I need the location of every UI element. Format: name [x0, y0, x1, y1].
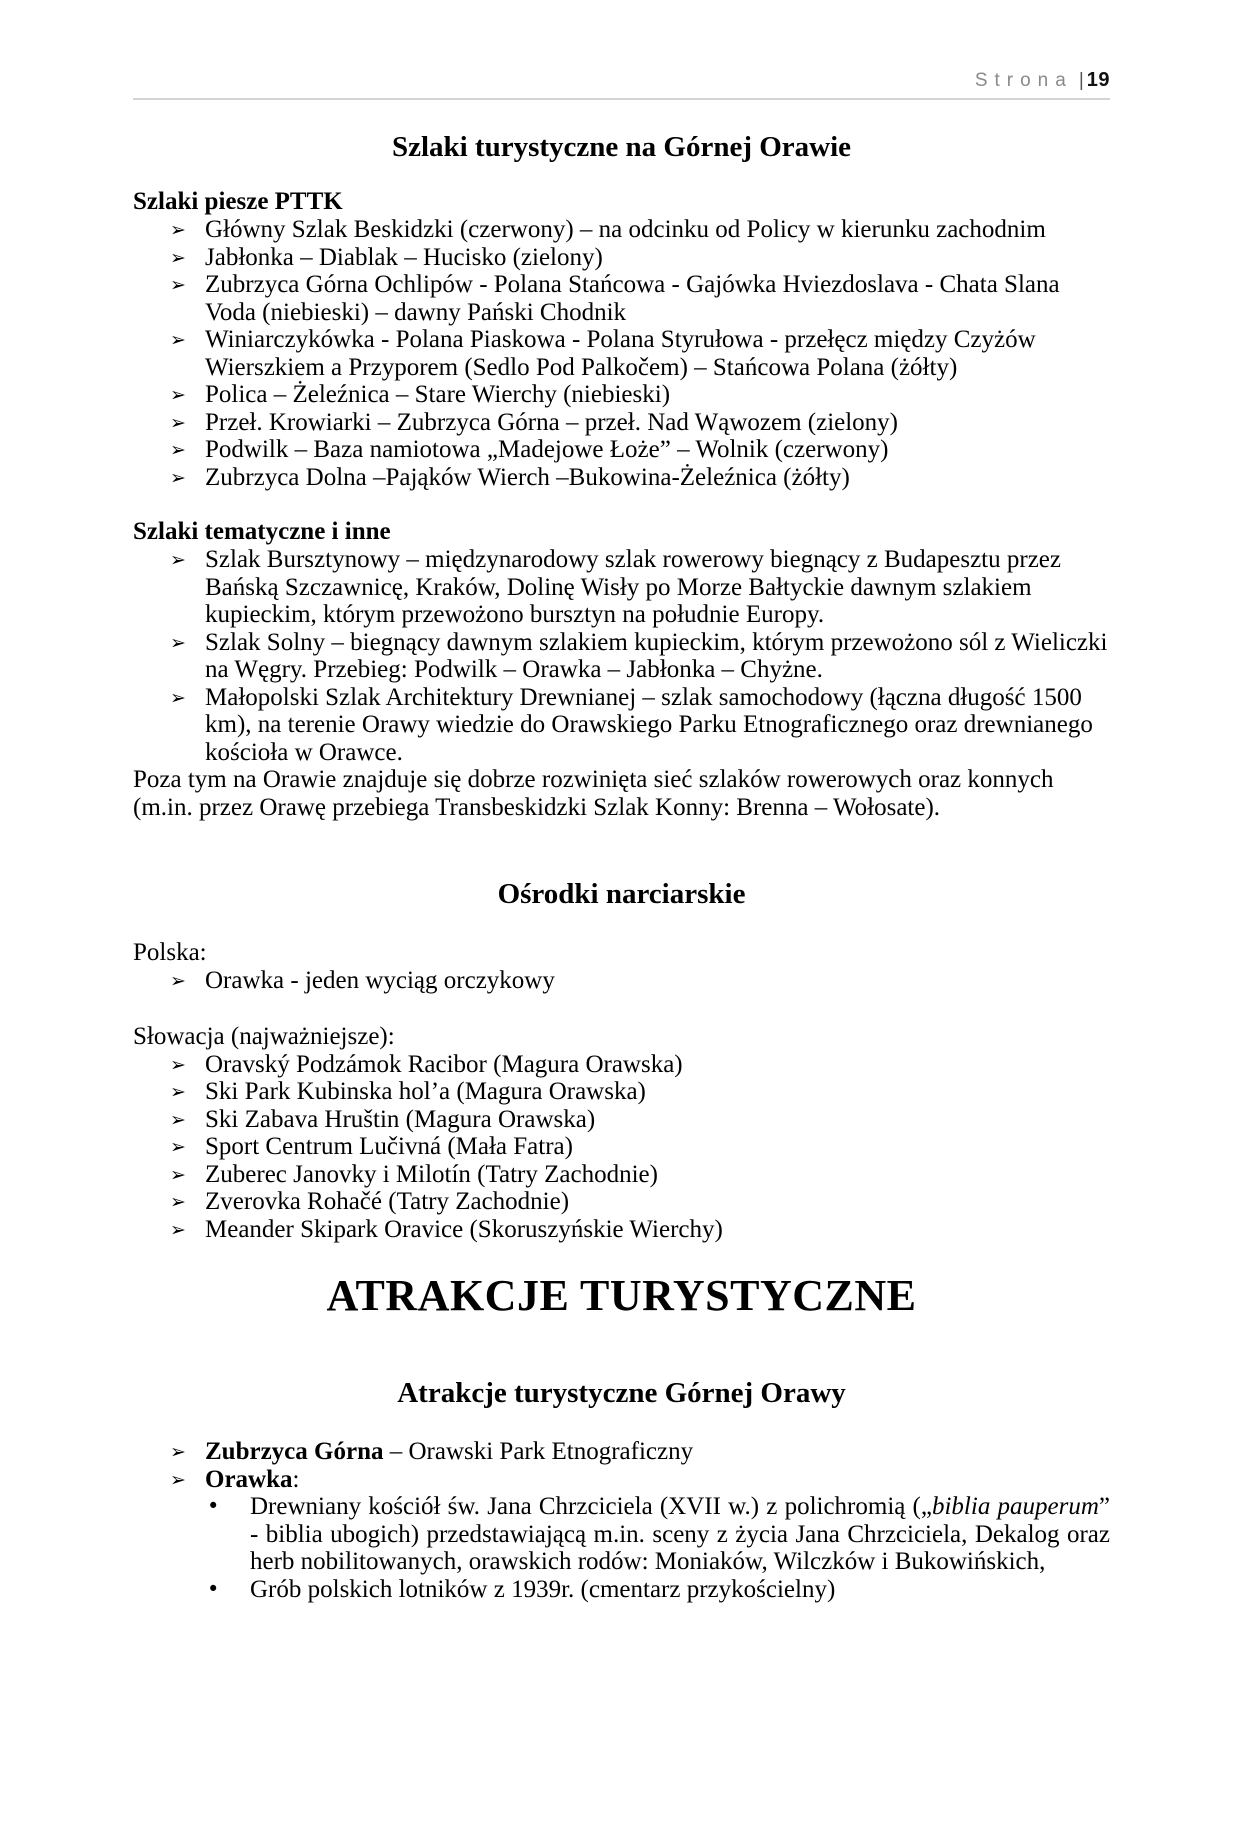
trail-item-text: Zubrzyca Dolna –Pająków Wierch –Bukowina-Żeleźnica (żółty) [205, 463, 850, 491]
trail-item [133, 546, 1110, 629]
detail-text-post: ” - biblia ubogich) przedstawiającą m.in. sceny z życia Jana Chrzciciela, Dekalog oraz herb nobilitowanych, orawskich rodów: Moniaków, Wilczków i Bukowińskich, [250, 1493, 1110, 1575]
trail-item-text: Małopolski Szlak Architektury Drewnianej – szlak samochodowy (łączna długość 1500 km), na terenie Orawy wiedzie do Orawskiego Parku Etnograficznego oraz drewnianego kościoła w Orawce. [205, 683, 1093, 766]
closing-paragraph: Poza tym na Orawie znajduje się dobrze rozwinięta sieć szlaków rowerowych oraz konnych (m.in. przez Orawę przebiega Transbeskidzki Szlak Konny: Brenna – Wołosate). [133, 766, 1054, 821]
detail-text-pre: Drewniany kościół św. Jana Chrzciciela (XVII w.) z polichromią („ [250, 1493, 932, 1520]
trail-item [133, 464, 1110, 492]
arrow-bullet-icon: ➢ [170, 1108, 186, 1131]
arrow-bullet-icon: ➢ [170, 384, 186, 406]
ski-resort-item [133, 1216, 1110, 1244]
arrow-bullet-icon: ➢ [170, 274, 186, 296]
trail-item [133, 216, 1110, 244]
page-header [133, 68, 1110, 93]
ski-resort-item [133, 1051, 1110, 1079]
arrow-bullet-icon: ➢ [170, 411, 186, 434]
doc-title-attractions-main: ATRAKCJE TURYSTYCZNE [326, 1271, 917, 1320]
trail-item [133, 244, 1110, 272]
arrow-bullet-icon: ➢ [170, 1191, 186, 1213]
arrow-bullet-icon: ➢ [170, 1053, 186, 1076]
trail-item-text: Polica – Żeleźnica – Stare Wierchy (niebieski) [205, 381, 671, 408]
thematic-trail-list [133, 546, 1110, 766]
attraction-rest: : [292, 1465, 300, 1493]
ski-resort-text: Zuberec Janovky i Milotín (Tatry Zachodnie) [205, 1160, 658, 1188]
ski-resort-item [133, 1133, 1110, 1161]
arrow-bullet-icon: ➢ [170, 970, 186, 992]
arrow-bullet-icon: ➢ [170, 549, 186, 571]
arrow-bullet-icon: ➢ [170, 466, 186, 489]
detail-text-pre: Grób polskich lotników z 1939r. (cmentarz przykościelny) [250, 1575, 836, 1603]
doc-title-attractions-sub: Atrakcje turystyczne Górnej Orawy [397, 1377, 846, 1409]
trail-item [133, 271, 1110, 326]
trail-item-text: Szlak Solny – biegnący dawnym szlakiem kupieckim, którym przewożono sól z Wieliczki na Węgry. Przebieg: Podwilk – Orawka – Jabłonka – Chyżne. [205, 628, 1108, 683]
arrow-bullet-icon: ➢ [170, 219, 186, 241]
orawka-detail-list [133, 1493, 1110, 1603]
doc-title-ski: Ośrodki narciarskie [497, 878, 746, 910]
attractions-list [133, 1438, 1110, 1493]
pttk-trail-list [133, 216, 1110, 491]
trail-item [133, 436, 1110, 464]
arrow-bullet-icon: ➢ [170, 631, 186, 654]
trail-item [133, 381, 1110, 409]
arrow-bullet-icon: ➢ [170, 1468, 186, 1491]
detail-item [133, 1576, 1110, 1604]
trail-item-text: Szlak Bursztynowy – międzynarodowy szlak rowerowy biegnący z Budapesztu przez Bańską Szczawnicę, Kraków, Dolinę Wisły po Morze Bałtyckie dawnym szlakiem kupieckim, którym przewożono bursztyn na południe Europy. [205, 546, 1061, 628]
trail-item-text: Podwilk – Baza namiotowa „Madejowe Łoże” – Wolnik (czerwony) [205, 436, 889, 463]
ski-resort-text: Ski Zabava Hruštin (Magura Orawska) [205, 1105, 596, 1133]
arrow-bullet-icon: ➢ [170, 686, 186, 709]
ski-resort-text: Orawka - jeden wyciąg orczykowy [205, 967, 555, 994]
ski-resort-item [133, 967, 1110, 995]
detail-text-italic: biblia pauperum [931, 1493, 1099, 1520]
arrow-bullet-icon: ➢ [170, 1218, 186, 1241]
poland-ski-list [133, 967, 1110, 995]
ski-resort-item [133, 1161, 1110, 1189]
heading-thematic: Szlaki tematyczne i inne [133, 518, 391, 545]
ski-resort-item [133, 1106, 1110, 1134]
attraction-rest: – Orawski Park Etnograficzny [383, 1438, 694, 1465]
attraction-lead: Zubrzyca Górna [205, 1438, 384, 1465]
arrow-bullet-icon: ➢ [170, 329, 186, 351]
heading-pttk: Szlaki piesze PTTK [133, 188, 343, 215]
arrow-bullet-icon: ➢ [170, 1136, 186, 1158]
attraction-lead: Orawka [205, 1465, 293, 1493]
trail-item [133, 326, 1110, 381]
trail-item [133, 409, 1110, 437]
page-number: 19 [1086, 69, 1110, 91]
ski-resort-item [133, 1078, 1110, 1106]
attraction-item [133, 1438, 1110, 1466]
trail-item-text: Winiarczykówka - Polana Piaskowa - Polana Styrułowa - przełęcz między Czyżów Wierszkiem a Przyporem (Sedlo Pod Palkočem) – Stańcowa Polana (żółty) [205, 326, 1036, 381]
doc-title-trails: Szlaki turystyczne na Górnej Orawie [391, 131, 852, 163]
document-page [0, 68, 1241, 1823]
arrow-bullet-icon: ➢ [170, 1163, 186, 1186]
arrow-bullet-icon: ➢ [170, 1081, 186, 1103]
trail-item-text: Główny Szlak Beskidzki (czerwony) – na odcinku od Policy w kierunku zachodnim [205, 216, 1046, 243]
dot-bullet-icon: • [207, 1494, 220, 1518]
detail-item [133, 1493, 1110, 1576]
ski-resort-text: Zverovka Rohačé (Tatry Zachodnie) [205, 1188, 570, 1215]
heading-slovakia: Słowacja (najważniejsze): [133, 1022, 395, 1050]
ski-resort-text: Meander Skipark Oravice (Skoruszyńskie Wierchy) [205, 1215, 723, 1243]
page-header-label: Strona [974, 70, 1073, 91]
page-header-separator: | [1078, 70, 1084, 91]
arrow-bullet-icon: ➢ [170, 246, 186, 269]
trail-item [133, 629, 1110, 684]
ski-resort-text: Oravský Podzámok Racibor (Magura Orawska) [205, 1050, 683, 1078]
trail-item-text: Zubrzyca Górna Ochlipów - Polana Stańcowa - Gajówka Hviezdoslava - Chata Slana Voda (niebieski) – dawny Pański Chodnik [205, 271, 1060, 326]
ski-resort-text: Sport Centrum Lučivná (Mała Fatra) [205, 1133, 573, 1160]
ski-resort-text: Ski Park Kubinska hol’a (Magura Orawska) [205, 1078, 646, 1105]
heading-poland: Polska: [133, 939, 207, 966]
header-rule [133, 98, 1110, 100]
trail-item-text: Przeł. Krowiarki – Zubrzyca Górna – przeł. Nad Wąwozem (zielony) [205, 408, 899, 436]
trail-item-text: Jabłonka – Diablak – Hucisko (zielony) [205, 243, 603, 271]
arrow-bullet-icon: ➢ [170, 439, 186, 461]
arrow-bullet-icon: ➢ [170, 1441, 186, 1463]
slovakia-ski-list [133, 1051, 1110, 1244]
dot-bullet-icon: • [207, 1576, 220, 1601]
ski-resort-item [133, 1188, 1110, 1216]
trail-item [133, 684, 1110, 767]
attraction-item [133, 1466, 1110, 1494]
